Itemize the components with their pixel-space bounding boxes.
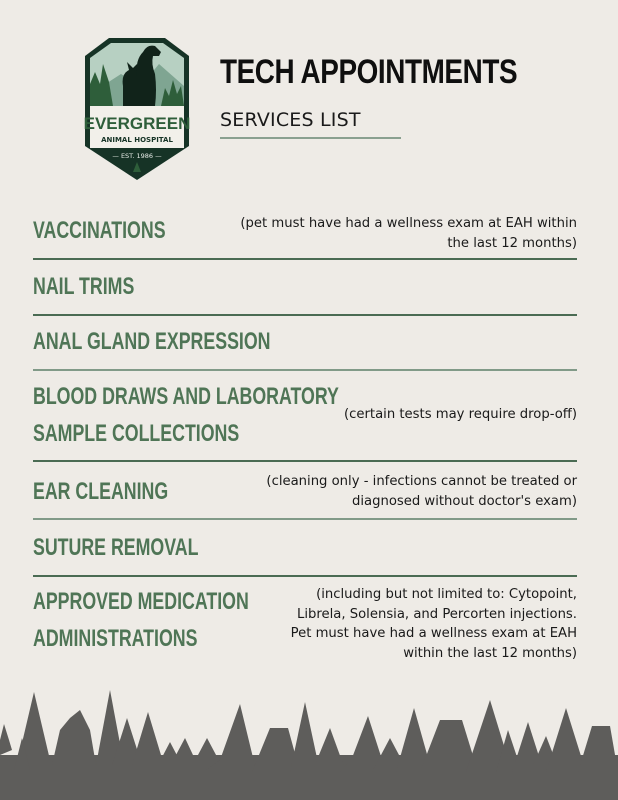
logo-subname: ANIMAL HOSPITAL bbox=[101, 136, 173, 144]
subtitle-underline bbox=[220, 137, 401, 139]
divider bbox=[33, 314, 577, 316]
divider bbox=[33, 369, 577, 371]
divider bbox=[33, 575, 577, 577]
divider bbox=[33, 518, 577, 520]
service-name: NAIL TRIMS bbox=[33, 273, 135, 300]
service-name: ADMINISTRATIONS bbox=[33, 625, 198, 652]
service-note: (certain tests may require drop-off) bbox=[343, 407, 577, 422]
service-name: BLOOD DRAWS AND LABORATORY bbox=[33, 383, 339, 410]
page-subtitle: SERVICES LIST bbox=[220, 109, 361, 131]
service-name: EAR CLEANING bbox=[33, 478, 169, 505]
divider bbox=[33, 460, 577, 462]
service-note: (pet must have had a wellness exam at EAH within the last 12 months) bbox=[240, 216, 577, 251]
logo-established: — EST. 1986 — bbox=[112, 152, 162, 160]
logo-name: EVERGREEN bbox=[83, 114, 191, 133]
service-note: (including but not limited to: Cytopoint, Librela, Solensia, and Percorten injections. Pet must have had a wellness exam at EAH within the last 12 months) bbox=[290, 587, 577, 661]
service-name: SUTURE REMOVAL bbox=[33, 534, 199, 561]
service-name: ANAL GLAND EXPRESSION bbox=[33, 328, 271, 355]
forest-silhouette bbox=[0, 680, 618, 800]
evergreen-logo bbox=[81, 34, 193, 182]
service-name: VACCINATIONS bbox=[33, 217, 166, 244]
service-name: SAMPLE COLLECTIONS bbox=[33, 420, 240, 447]
service-note: (cleaning only - infections cannot be treated or diagnosed without doctor's exam) bbox=[266, 474, 577, 509]
service-name: APPROVED MEDICATION bbox=[33, 588, 249, 615]
page-title: TECH APPOINTMENTS bbox=[220, 53, 518, 91]
divider bbox=[33, 258, 577, 260]
